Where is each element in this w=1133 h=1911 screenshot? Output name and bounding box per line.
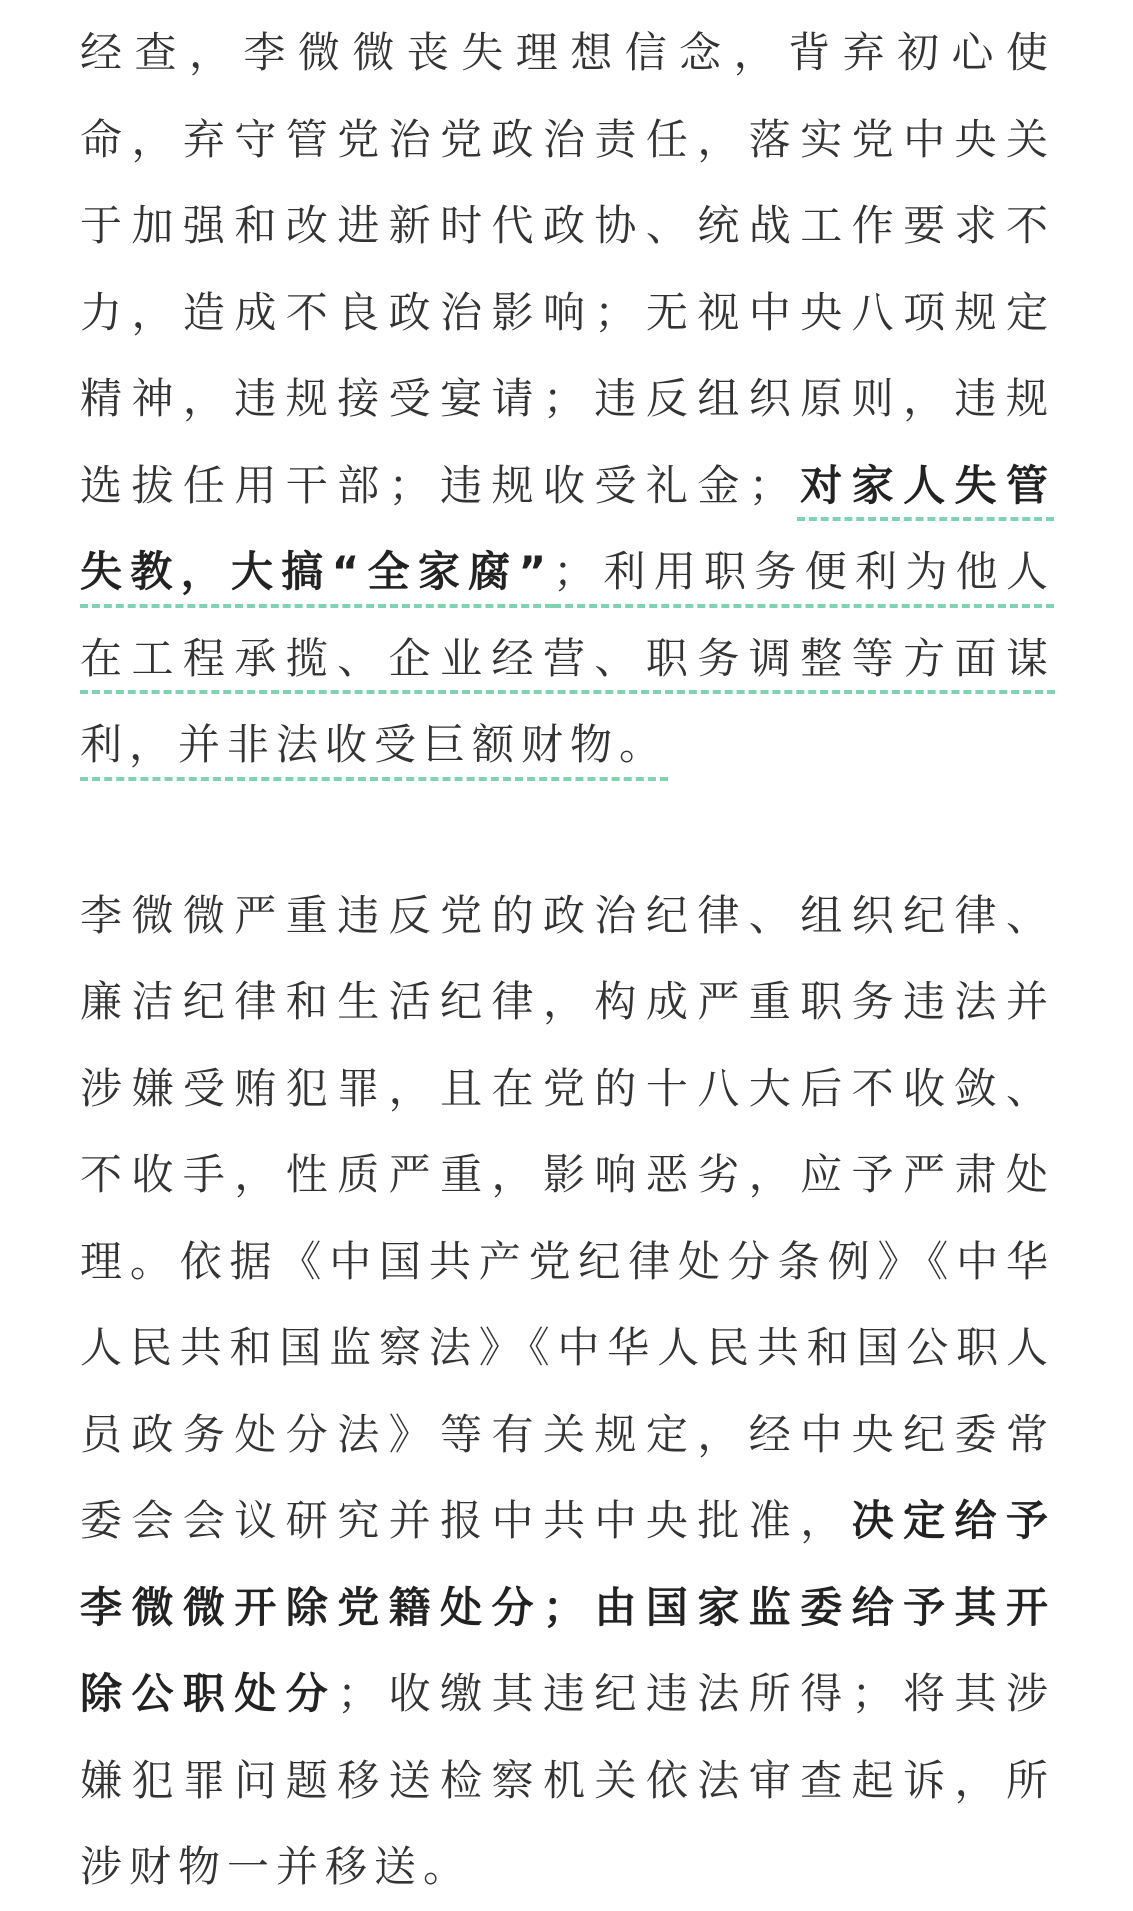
bold-highlight: 对家人失管失教，大搞“全家腐”	[80, 460, 1055, 596]
bold-decision: 决定给予李微微开除党籍处分；由国家监委给予其开除公职处分	[80, 1496, 1055, 1718]
paragraph-disciplinary-decision	[80, 873, 1055, 1911]
decision-text: 李微微严重违反党的政治纪律、组织纪律、廉洁纪律和生活纪律，构成严重职务违法并涉嫌受贿犯罪，且在党的十八大后不收敛、不收手，性质严重，影响恶劣，应予严肃处理。依据《中国共产党纪律处分条例》《中华人民共和国监察法》《中华人民共和国公职人员政务处分法》等有关规定，经中央纪委常委会会议研究并报中共中央批准，	[80, 890, 1055, 1545]
paragraph-investigation-findings	[80, 10, 1055, 789]
article-body	[80, 10, 1055, 1911]
findings-text: 经查，李微微丧失理想信念，背弃初心使命，弃守管党治党政治责任，落实党中央关于加强和改进新时代政协、统战工作要求不力，造成不良政治影响；无视中央八项规定精神，违规接受宴请；违反组织原则，违规选拔任用干部；违规收受礼金；	[80, 28, 1055, 510]
decision-followup-text: ；收缴其违纪违法所得；将其涉嫌犯罪问题移送检察机关依法审查起诉，所涉财物一并移送。	[80, 1669, 1055, 1891]
findings-highlight-text: ；利用职务便利为他人在工程承揽、企业经营、职务调整等方面谋利，并非法收受巨额财物。	[80, 547, 1055, 769]
